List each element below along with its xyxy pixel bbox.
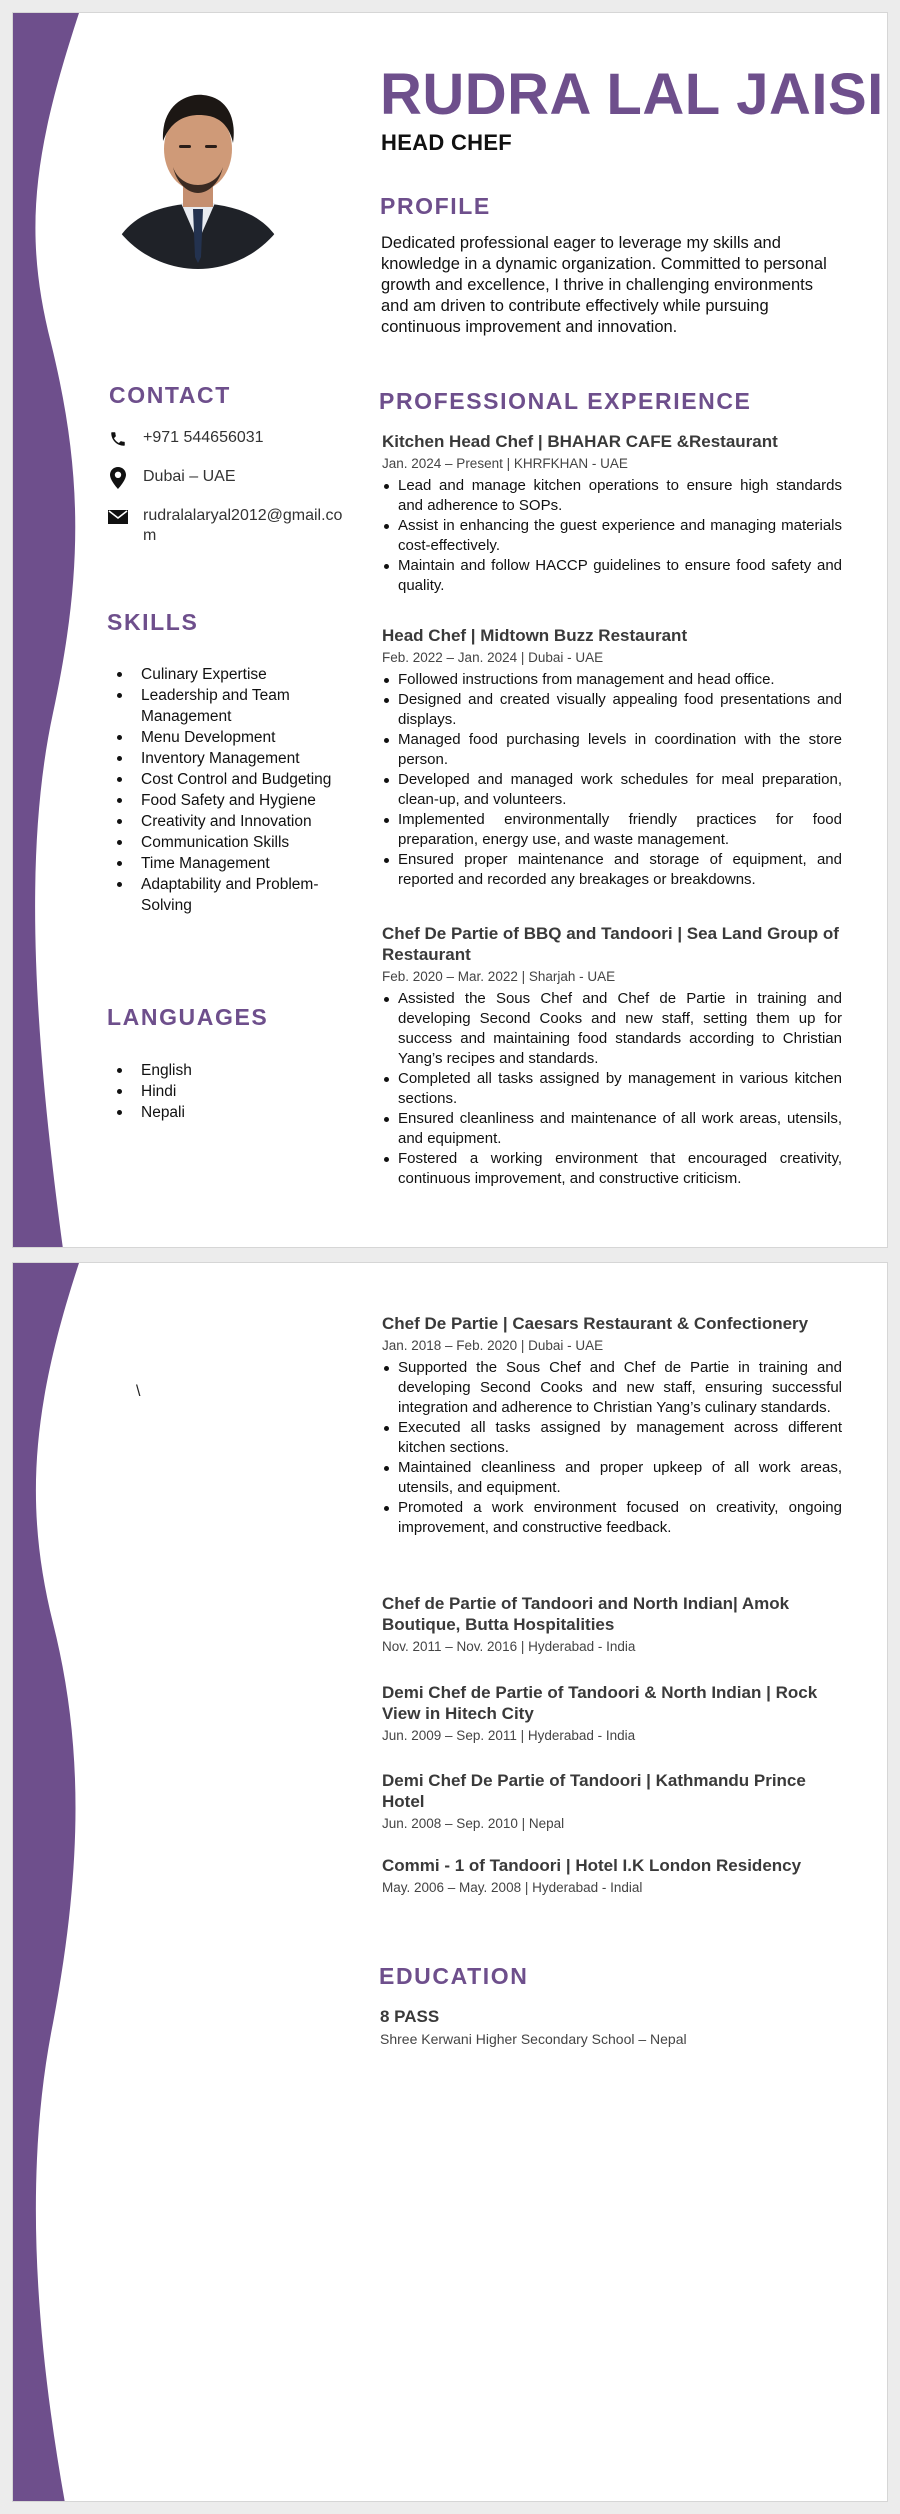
list-item: Hindi (107, 1081, 332, 1102)
list-item: Menu Development (107, 727, 332, 748)
list-item: Executed all tasks assigned by management across different kitchen sections. (382, 1418, 842, 1458)
list-item: Inventory Management (107, 748, 332, 769)
profile-heading: PROFILE (380, 193, 491, 219)
list-item: Maintain and follow HACCP guidelines to ensure food safety and quality. (382, 556, 842, 596)
list-item: Ensured cleanliness and maintenance of all work areas, utensils, and equipment. (382, 1109, 842, 1149)
location-pin-icon (107, 467, 129, 489)
job-position: Commi - 1 of Tandoori | Hotel I.K London Residency (382, 1856, 802, 1875)
phone-text[interactable]: +971 544656031 (143, 429, 264, 446)
list-item: Developed and managed work schedules for meal preparation, clean-up, and volunteers. (382, 770, 842, 810)
list-item: Fostered a working environment that encouraged creativity, continuous improvement, and constructive criticism. (382, 1149, 842, 1189)
education-heading: EDUCATION (379, 1963, 529, 1989)
education-entry (380, 2007, 840, 2047)
job-position: Chef De Partie | Caesars Restaurant & Confectionery (382, 1314, 809, 1333)
stray-mark: \ (136, 1383, 141, 1400)
decorative-wave (13, 1263, 93, 2502)
list-item: Nepali (107, 1102, 332, 1123)
skills-list (107, 664, 332, 916)
job-dates: Nov. 2011 – Nov. 2016 | Hyderabad - India (382, 1639, 636, 1654)
job-position: Chef De Partie of BBQ and Tandoori | Sea Land Group of Restaurant (382, 924, 839, 964)
location-text: Dubai – UAE (143, 468, 236, 485)
job-position: Head Chef | Midtown Buzz Restaurant (382, 626, 688, 645)
list-item: Communication Skills (107, 832, 332, 853)
job-dates: Jun. 2009 – Sep. 2011 | Hyderabad - India (382, 1728, 636, 1743)
education-school: Shree Kerwani Higher Secondary School – Nepal (380, 2031, 687, 2047)
job-dates: May. 2006 – May. 2008 | Hyderabad - Indial (382, 1880, 643, 1895)
list-item: Assisted the Sous Chef and Chef de Partie in training and developing Second Cooks and new staff, setting them up for success and maintaining food standards according to Christian Yang’s recipes and standards. (382, 989, 842, 1069)
education-degree: 8 PASS (380, 2007, 440, 2026)
job-title: HEAD CHEF (381, 130, 513, 155)
job-position: Chef de Partie of Tandoori and North Indian| Amok Boutique, Butta Hospitalities (382, 1594, 790, 1634)
list-item: Food Safety and Hygiene (107, 790, 332, 811)
experience-entry (382, 1682, 842, 1744)
email-icon (107, 506, 129, 528)
list-item: Implemented environmentally friendly practices for food preparation, energy use, and waste management. (382, 810, 842, 850)
list-item: English (107, 1060, 332, 1081)
job-position: Kitchen Head Chef | BHAHAR CAFE &Restaurant (382, 432, 778, 451)
job-duties (382, 670, 842, 890)
list-item: Time Management (107, 853, 332, 874)
list-item: Completed all tasks assigned by management in various kitchen sections. (382, 1069, 842, 1109)
list-item: Ensured proper maintenance and storage of equipment, and reported and recorded any breakages or breakdowns. (382, 850, 842, 890)
contact-list (107, 428, 357, 546)
job-dates: Feb. 2022 – Jan. 2024 | Dubai - UAE (382, 650, 604, 665)
list-item: Creativity and Innovation (107, 811, 332, 832)
job-duties (382, 989, 842, 1189)
profile-summary: Dedicated professional eager to leverage my skills and knowledge in a dynamic organization. Committed to personal growth and excellence, I thrive in challenging environments and am driven to contribute effectively while pursuing continuous improvement and innovation. (381, 234, 827, 336)
list-item: Maintained cleanliness and proper upkeep of all work areas, utensils, and equipment. (382, 1458, 842, 1498)
job-duties (382, 1358, 842, 1538)
list-item: Designed and created visually appealing food presentations and displays. (382, 690, 842, 730)
list-item: Assist in enhancing the guest experience and managing materials cost-effectively. (382, 516, 842, 556)
resume-page-1 (12, 12, 888, 1248)
job-position: Demi Chef de Partie of Tandoori & North Indian | Rock View in Hitech City (382, 1683, 818, 1723)
list-item: Managed food purchasing levels in coordination with the store person. (382, 730, 842, 770)
experience-heading: PROFESSIONAL EXPERIENCE (379, 388, 752, 414)
job-dates: Feb. 2020 – Mar. 2022 | Sharjah - UAE (382, 969, 616, 984)
languages-list (107, 1060, 332, 1123)
experience-entry (382, 923, 842, 1189)
list-item: Leadership and Team Management (107, 685, 332, 727)
job-dates: Jan. 2018 – Feb. 2020 | Dubai - UAE (382, 1338, 604, 1353)
languages-heading: LANGUAGES (107, 1004, 269, 1030)
job-duties (382, 476, 842, 596)
contact-email (107, 506, 357, 546)
contact-location (107, 467, 357, 489)
experience-entry (382, 1855, 842, 1896)
list-item: Adaptability and Problem-Solving (107, 874, 332, 916)
list-item: Lead and manage kitchen operations to ensure high standards and adherence to SOPs. (382, 476, 842, 516)
job-dates: Jan. 2024 – Present | KHRFKHAN - UAE (382, 456, 628, 471)
list-item: Cost Control and Budgeting (107, 769, 332, 790)
job-dates: Jun. 2008 – Sep. 2010 | Nepal (382, 1816, 565, 1831)
email-text[interactable]: rudralalaryal2012@gmail.com (143, 507, 343, 544)
profile-photo (97, 67, 299, 269)
candidate-name: RUDRA LAL JAISI (380, 62, 884, 127)
list-item: Promoted a work environment focused on creativity, ongoing improvement, and constructive feedback. (382, 1498, 842, 1538)
experience-entry (382, 1593, 842, 1655)
decorative-wave (13, 13, 93, 1248)
experience-entry (382, 1770, 842, 1832)
resume-page-2 (12, 1262, 888, 2502)
list-item: Culinary Expertise (107, 664, 332, 685)
experience-entry (382, 625, 842, 890)
contact-phone (107, 428, 357, 450)
phone-icon (107, 428, 129, 450)
experience-entry (382, 431, 842, 596)
contact-heading: CONTACT (109, 382, 231, 408)
job-position: Demi Chef De Partie of Tandoori | Kathmandu Prince Hotel (382, 1771, 806, 1811)
list-item: Followed instructions from management and head office. (382, 670, 842, 690)
experience-entry (382, 1313, 842, 1538)
list-item: Supported the Sous Chef and Chef de Partie in training and developing Second Cooks and new staff, ensuring successful integration and adherence to Christian Yang’s culinary standards. (382, 1358, 842, 1418)
skills-heading: SKILLS (107, 609, 199, 635)
